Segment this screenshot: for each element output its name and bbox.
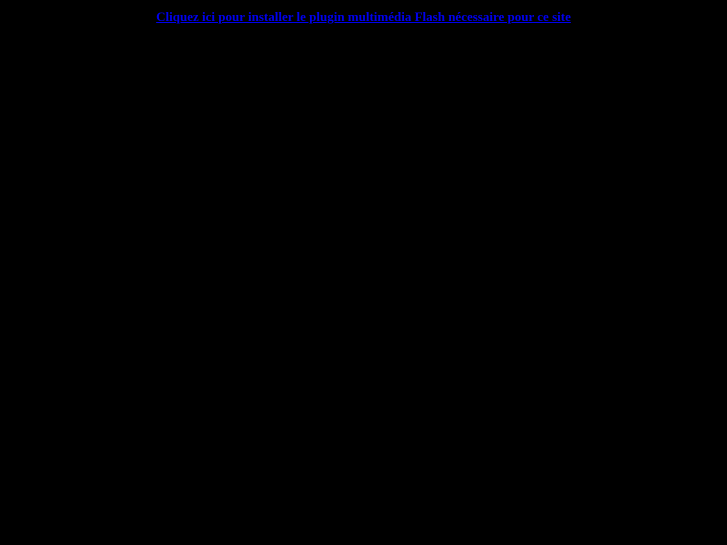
flash-plugin-notice (0, 9, 727, 25)
flash-content-stage[interactable] (0, 30, 727, 545)
install-flash-plugin-link[interactable]: Cliquez ici pour installer le plugin multimédia Flash nécessaire pour ce site (156, 9, 571, 24)
